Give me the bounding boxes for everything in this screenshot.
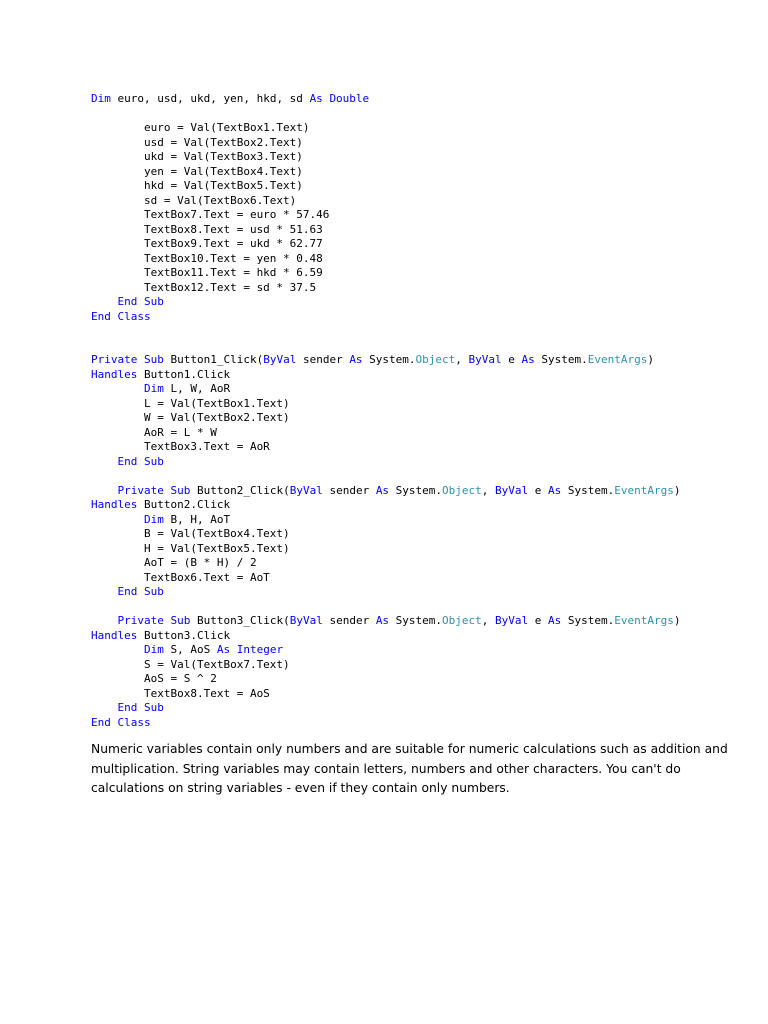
code-token: Button1_Click( xyxy=(163,353,264,366)
code-token: System. xyxy=(389,614,443,627)
code-line xyxy=(91,600,751,615)
paragraph-line: calculations on string variables - even if they contain only numbers. xyxy=(91,781,510,795)
code-token: System. xyxy=(561,614,615,627)
code-line xyxy=(91,426,751,441)
keyword-token: Private Sub xyxy=(117,614,191,627)
code-line xyxy=(91,121,751,136)
keyword-token: Handles xyxy=(91,367,138,381)
code-token xyxy=(91,382,144,395)
keyword-token: ByVal xyxy=(263,353,297,366)
code-token xyxy=(91,614,118,627)
code-token: e xyxy=(501,353,522,366)
code-line xyxy=(91,571,751,586)
code-token: TextBox8.Text = usd * 51.63 xyxy=(91,222,323,236)
code-token xyxy=(91,701,118,714)
code-line xyxy=(91,107,751,122)
keyword-token: As xyxy=(216,643,231,656)
code-token: usd = Val(TextBox2.Text) xyxy=(91,135,303,149)
code-token: sender xyxy=(322,614,376,627)
code-line xyxy=(91,353,751,368)
keyword-token: ByVal xyxy=(289,614,323,627)
keyword-token: Double xyxy=(329,92,370,105)
keyword-token: End Sub xyxy=(117,701,164,714)
code-line xyxy=(91,411,751,426)
code-token: Button1.Click xyxy=(137,367,231,381)
keyword-token: As xyxy=(548,483,562,497)
code-line xyxy=(91,237,751,252)
code-line xyxy=(91,469,751,484)
keyword-token: Private Sub xyxy=(117,483,191,497)
code-token: sender xyxy=(296,353,350,366)
code-line xyxy=(91,179,751,194)
code-token: TextBox12.Text = sd * 37.5 xyxy=(91,280,317,294)
code-line xyxy=(91,716,751,731)
code-line xyxy=(91,252,751,267)
keyword-token: As xyxy=(309,92,323,105)
keyword-token: As xyxy=(375,483,390,497)
code-line xyxy=(91,397,751,412)
keyword-token: Dim xyxy=(91,92,111,105)
keyword-token: As xyxy=(375,614,390,627)
code-token: sd = Val(TextBox6.Text) xyxy=(91,193,297,207)
code-token xyxy=(91,455,118,468)
code-token xyxy=(91,484,118,497)
code-line xyxy=(91,382,751,397)
keyword-token: End Class xyxy=(91,715,151,729)
code-token: e xyxy=(528,614,549,627)
code-token: Button2_Click( xyxy=(190,483,290,497)
type-token: EventArgs xyxy=(614,483,674,497)
code-token: L = Val(TextBox1.Text) xyxy=(91,396,290,410)
code-token: System. xyxy=(362,353,416,366)
code-line xyxy=(91,324,751,339)
code-token xyxy=(91,295,118,308)
keyword-token: End Sub xyxy=(117,585,164,598)
code-block xyxy=(91,92,751,730)
code-line xyxy=(91,440,751,455)
code-token: AoS = S ^ 2 xyxy=(91,672,217,685)
code-line xyxy=(91,208,751,223)
code-line xyxy=(91,614,751,629)
code-line xyxy=(91,339,751,354)
code-token: ) xyxy=(647,353,655,366)
code-token: TextBox8.Text = AoS xyxy=(91,686,270,700)
code-line xyxy=(91,92,751,107)
code-token xyxy=(230,643,237,656)
code-line xyxy=(91,484,751,499)
code-token: sender xyxy=(322,483,376,497)
code-token: Button2.Click xyxy=(137,498,231,511)
code-line xyxy=(91,165,751,180)
code-token: TextBox6.Text = AoT xyxy=(91,570,270,584)
code-token: hkd = Val(TextBox5.Text) xyxy=(91,179,303,192)
type-token: Object xyxy=(442,614,482,627)
keyword-token: Dim xyxy=(143,643,164,656)
code-line xyxy=(91,223,751,238)
code-line xyxy=(91,498,751,513)
code-token: AoT = (B * H) / 2 xyxy=(91,556,257,569)
code-line xyxy=(91,513,751,528)
code-line xyxy=(91,266,751,281)
code-token: , xyxy=(481,483,496,497)
keyword-token: ByVal xyxy=(468,353,502,366)
keyword-token: Handles xyxy=(91,628,138,642)
type-token: Object xyxy=(442,483,482,497)
code-token: TextBox10.Text = yen * 0.48 xyxy=(91,251,323,265)
code-token: ukd = Val(TextBox3.Text) xyxy=(91,150,303,163)
keyword-token: ByVal xyxy=(495,483,529,497)
type-token: EventArgs xyxy=(587,353,648,366)
keyword-token: As xyxy=(548,614,562,627)
code-token: System. xyxy=(534,353,588,366)
code-token: yen = Val(TextBox4.Text) xyxy=(91,164,303,178)
keyword-token: Private Sub xyxy=(91,353,164,366)
paragraph-line: multiplication. String variables may contain letters, numbers and other characters. You can't do xyxy=(91,761,681,776)
keyword-token: End Sub xyxy=(117,295,164,308)
paragraph-line: Numeric variables contain only numbers and are suitable for numeric calculations such as addition and xyxy=(91,742,728,756)
code-token: W = Val(TextBox2.Text) xyxy=(91,411,290,424)
code-token: System. xyxy=(561,483,615,497)
code-token: System. xyxy=(389,483,443,497)
code-token: euro = Val(TextBox1.Text) xyxy=(91,121,310,134)
code-token: L, W, AoR xyxy=(163,382,231,395)
code-line xyxy=(91,368,751,383)
code-token xyxy=(91,585,118,598)
code-token: B = Val(TextBox4.Text) xyxy=(91,527,290,540)
keyword-token: End Class xyxy=(91,309,151,323)
keyword-token: End Sub xyxy=(117,454,164,468)
code-token: ) xyxy=(673,614,681,627)
code-line xyxy=(91,150,751,165)
code-line xyxy=(91,585,751,600)
code-token: B, H, AoT xyxy=(163,512,231,526)
type-token: EventArgs xyxy=(614,614,674,627)
keyword-token: Dim xyxy=(143,382,164,395)
keyword-token: As xyxy=(349,353,363,366)
keyword-token: Dim xyxy=(143,512,164,526)
keyword-token: ByVal xyxy=(289,483,323,497)
code-token: Button3.Click xyxy=(137,628,231,642)
explanation-paragraph xyxy=(91,740,728,799)
code-line xyxy=(91,687,751,702)
code-token: S, AoS xyxy=(163,643,217,656)
code-line xyxy=(91,556,751,571)
keyword-token: As xyxy=(521,353,535,366)
code-token: S = Val(TextBox7.Text) xyxy=(91,657,290,671)
code-token xyxy=(91,643,144,656)
code-token: TextBox9.Text = ukd * 62.77 xyxy=(91,237,323,250)
code-token: H = Val(TextBox5.Text) xyxy=(91,541,290,555)
code-token: ) xyxy=(673,483,681,497)
code-line xyxy=(91,643,751,658)
code-token: , xyxy=(455,353,469,366)
keyword-token: ByVal xyxy=(495,614,529,627)
code-token: TextBox7.Text = euro * 57.46 xyxy=(91,208,330,221)
code-line xyxy=(91,629,751,644)
code-line xyxy=(91,136,751,151)
code-token: euro, usd, ukd, yen, hkd, sd xyxy=(110,92,310,105)
code-line xyxy=(91,527,751,542)
code-token: e xyxy=(528,483,549,497)
code-line xyxy=(91,194,751,209)
code-line xyxy=(91,295,751,310)
type-token: Object xyxy=(415,353,456,366)
code-token: TextBox3.Text = AoR xyxy=(91,440,270,453)
code-line xyxy=(91,658,751,673)
code-token: AoR = L * W xyxy=(91,425,217,439)
code-token: Button3_Click( xyxy=(190,614,290,627)
code-line xyxy=(91,455,751,470)
code-token: , xyxy=(481,614,496,627)
keyword-token: Handles xyxy=(91,498,138,511)
code-token: TextBox11.Text = hkd * 6.59 xyxy=(91,266,323,279)
keyword-token: Integer xyxy=(236,643,284,656)
code-line xyxy=(91,281,751,296)
code-line xyxy=(91,701,751,716)
code-line xyxy=(91,672,751,687)
code-token xyxy=(91,513,144,526)
code-line xyxy=(91,310,751,325)
code-line xyxy=(91,542,751,557)
